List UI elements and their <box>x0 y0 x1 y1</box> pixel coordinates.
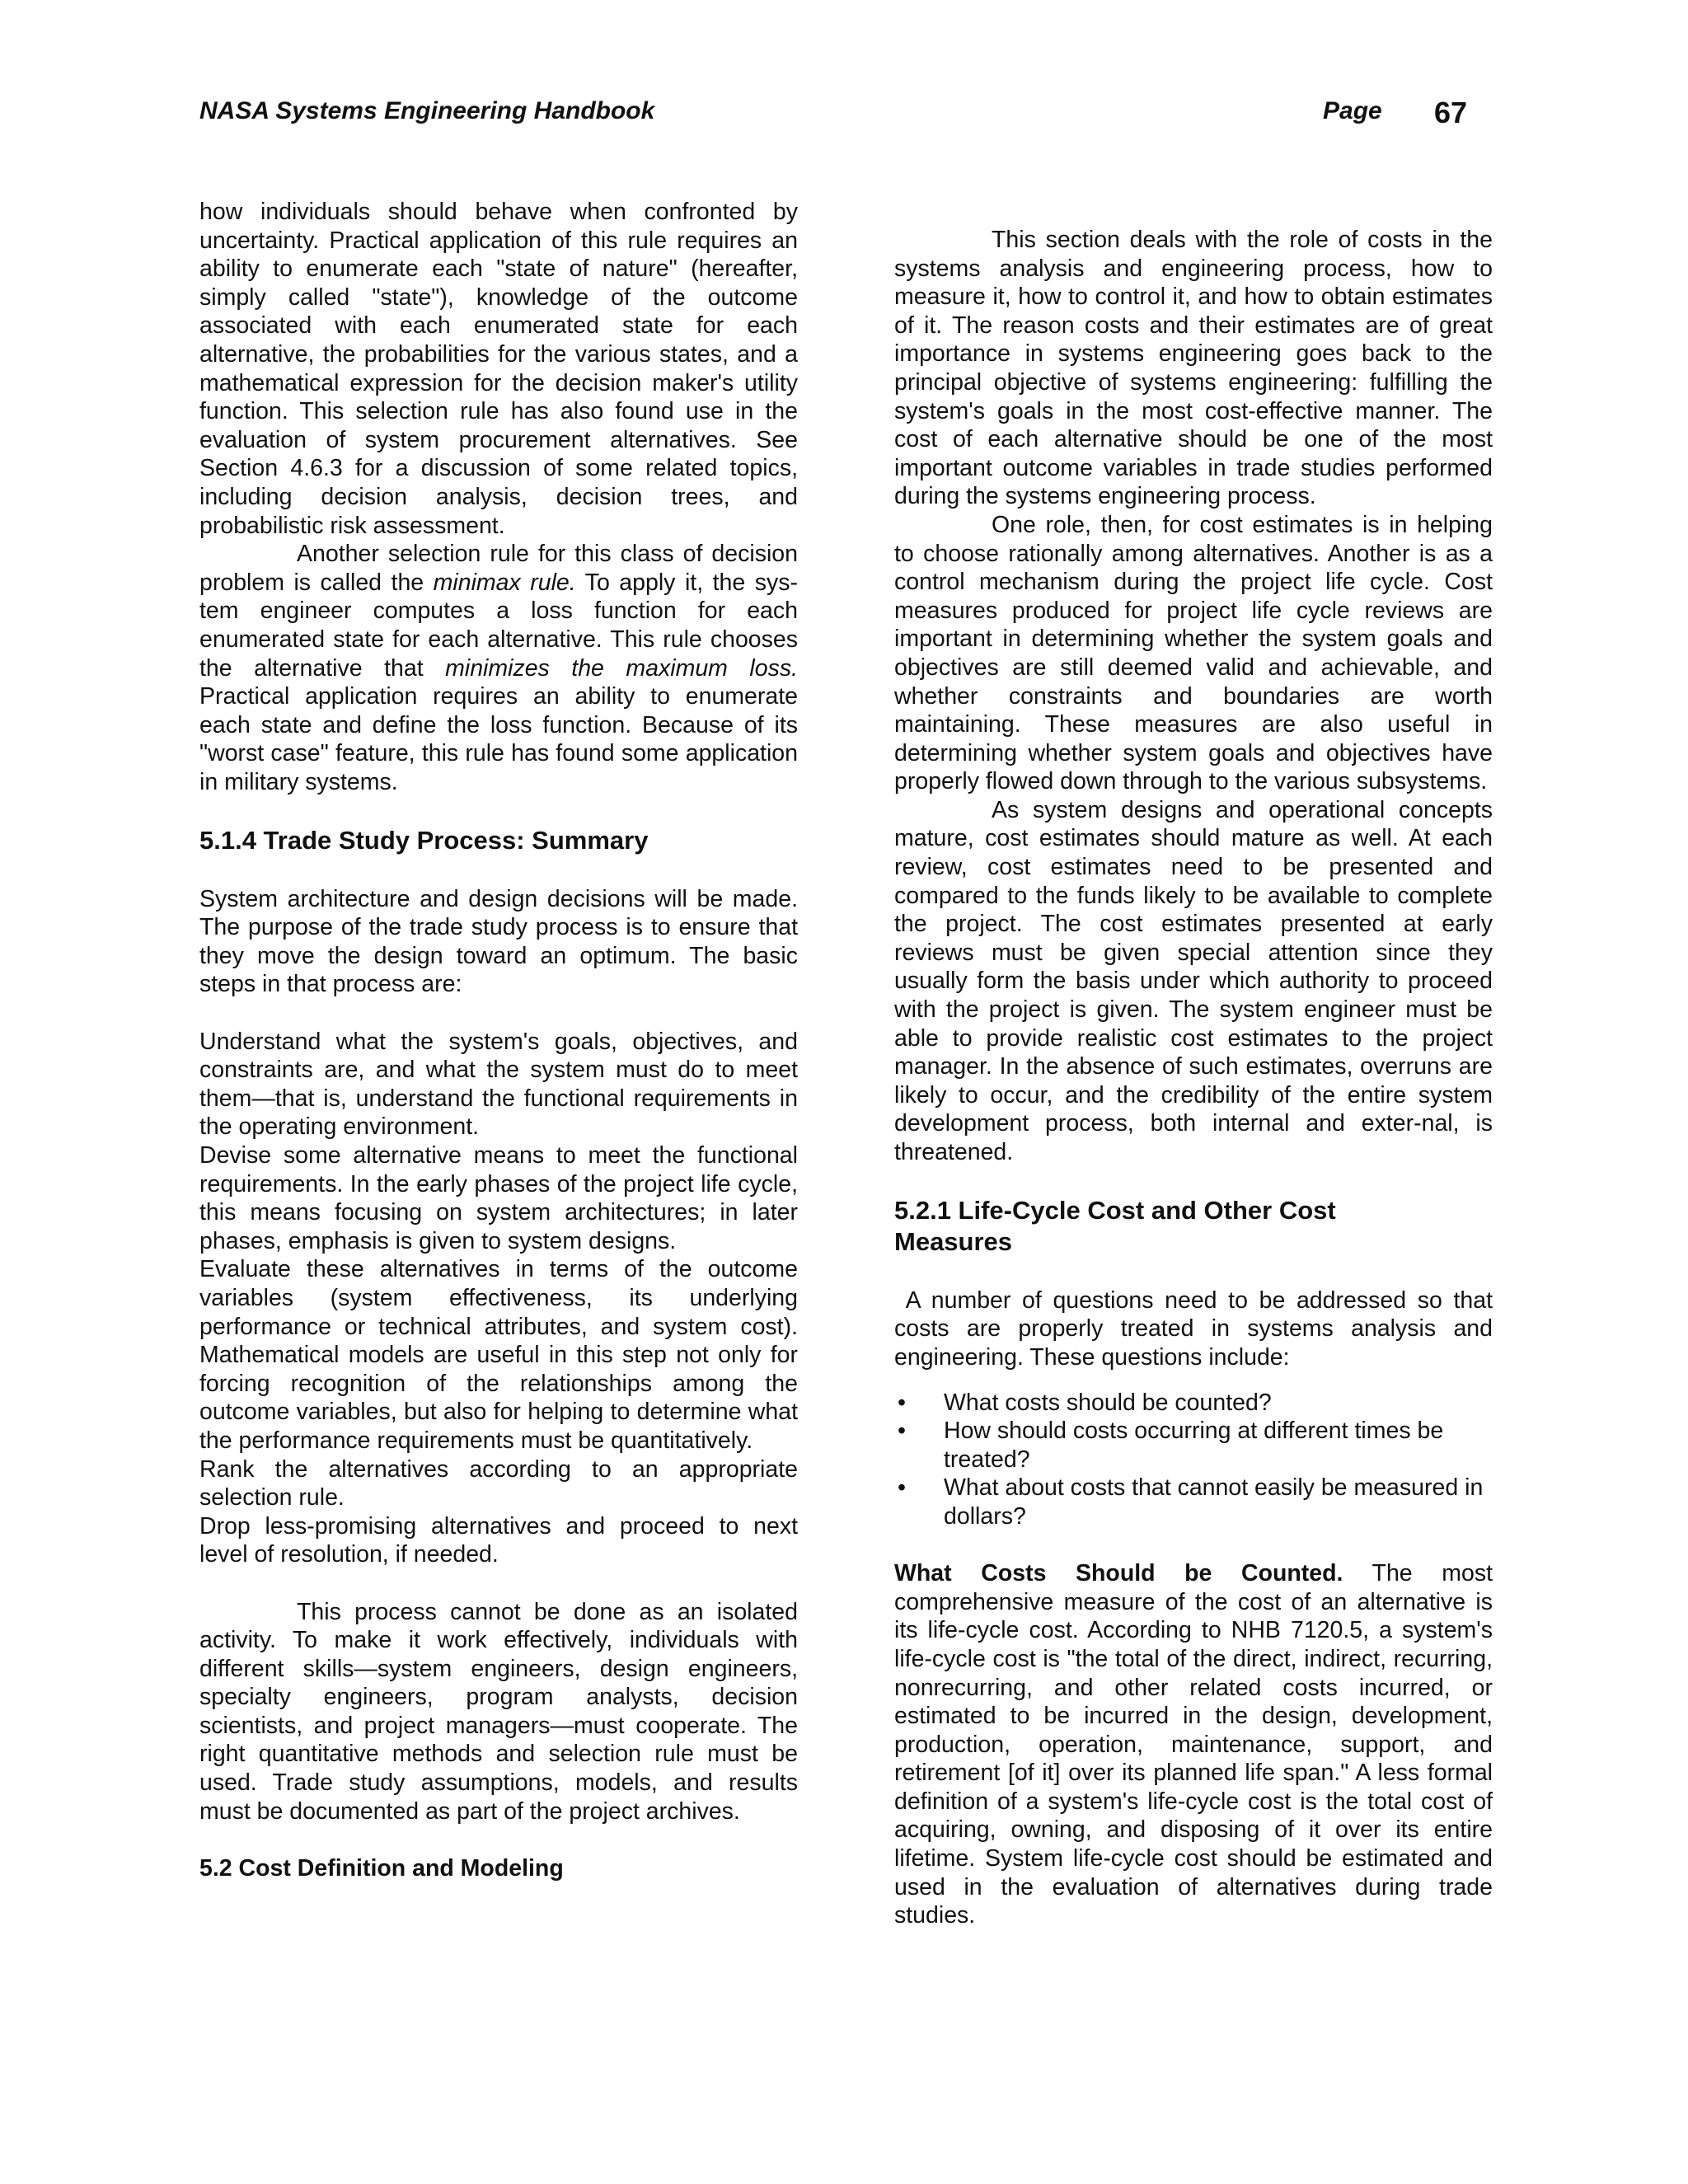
run-in-heading: What Costs Should be Counted. <box>894 1560 1343 1587</box>
section-heading-5-2: 5.2 Cost Definition and Modeling <box>199 1854 564 1882</box>
term-minimizes-maximum-loss: minimizes the maximum loss. <box>445 654 798 682</box>
trade-step-4: Rank the alternatives according to an appropriate selection rule. <box>199 1455 798 1511</box>
term-minimax-rule: minimax rule. <box>433 569 576 596</box>
trade-step-3: Evaluate these alternatives in terms of the outcome variables (system effectiveness, its underlying performance or technical attributes, and system cost). Mathematical models are useful in this step not only for forcing recognition of the relationships among the outcome variables, but also for helping to determine what the performance requirements must be quantitatively. <box>199 1256 798 1454</box>
list-item: • What about costs that cannot easily be measured in dollars? <box>898 1474 1484 1530</box>
section-heading-5-1-4: 5.1.4 Trade Study Process: Summary <box>199 826 649 855</box>
paragraph-cost-questions: A number of questions need to be addressed so that costs are properly treated in systems analysis and engineering. These questions include: <box>894 1286 1493 1371</box>
trade-step-5: Drop less-promising alternatives and proceed to next level of resolution, if needed. <box>199 1512 798 1568</box>
running-header-title: NASA Systems Engineering Handbook <box>199 97 655 124</box>
bullet-icon: • <box>898 1389 906 1416</box>
paragraph-cost-estimates-role: One role, then, for cost estimates is in helping to choose rationally among alternatives. Another is as a control mechanism during the project life cycle. Cost measures produced for project life cycle reviews are important in determining whether the system goals and objectives are still deemed valid and achievable, and whether constraints and boundaries are worth maintaining. These measures are also useful in determining whether system goals and objectives have properly flowed down through to the various subsystems. <box>894 511 1493 795</box>
cost-questions-list <box>894 1389 1493 1531</box>
trade-step-1: Understand what the system's goals, objectives, and constraints are, and what the system must do to meet them—that is, understand the functional requirements in the operating environment. <box>199 1028 798 1141</box>
list-item: • How should costs occurring at different times be treated? <box>898 1418 1444 1473</box>
paragraph-utility-rule: how individuals should behave when confronted by uncertainty. Practical application of this rule requires an ability to enumerate each "state of nature" (hereafter, simply called "state"), knowledge of the outcome associated with each enumerated state for each alternative, the probabilities for the various states, and a mathematical expression for the decision maker's utility function. This selection rule has also found use in the evaluation of system procurement alternatives. See Section 4.6.3 for a discussion of some related topics, including decision analysis, decision trees, and probabilistic risk assessment. <box>199 199 798 539</box>
bullet-icon: • <box>898 1474 906 1502</box>
paragraph-minimax-rule: Another selection rule for this class of decision problem is called the minimax rule. To apply it, the sys-tem engineer computes a loss function for each enumerated state for each alternative. This rule chooses the alternative that minimizes the maximum loss. Practical application requires an ability to enumerate each state and define the loss function. Because of its "worst case" feature, this rule has found some application in military systems. <box>199 541 798 795</box>
paragraph-trade-study-intro: System architecture and design decisions will be made. The purpose of the trade study process is to ensure that they move the design toward an optimum. The basic steps in that process are: <box>199 885 798 998</box>
page-label: Page <box>1323 97 1382 124</box>
bullet-icon: • <box>898 1418 906 1445</box>
paragraph-role-of-costs: This section deals with the role of costs in the systems analysis and engineering process, how to measure it, how to control it, and how to obtain estimates of it. The reason costs and their estimates are of great importance in systems engineering goes back to the principal objective of systems engineering: fulfilling the system's goals in the most cost-effective manner. The cost of each alternative should be one of the most important outcome variables in trade studies performed during the systems engineering process. <box>894 227 1493 510</box>
section-heading-5-2-1: 5.2.1 Life-Cycle Cost and Other Cost Measures <box>894 1196 1336 1257</box>
paragraph-what-costs-counted: What Costs Should be Counted. The most comprehensive measure of the cost of an alternative is its life-cycle cost. According to NHB 7120.5, a system's life-cycle cost is "the total of the direct, indirect, recurring, nonrecurring, and other related costs incurred, or estimated to be incurred in the design, development, production, operation, maintenance, support, and retirement [of it] over its planned life span." A less formal definition of a system's life-cycle cost is the total cost of acquiring, owning, and disposing of it over its entire lifetime. System life-cycle cost should be estimated and used in the evaluation of alternatives during trade studies. <box>894 1560 1493 1929</box>
left-column <box>199 198 798 1882</box>
list-item: • What costs should be counted? <box>898 1389 1272 1416</box>
page-number: 67 <box>1434 96 1468 129</box>
paragraph-cost-estimates-mature: As system designs and operational concepts mature, cost estimates should mature as well. At each review, cost estimates need to be presented and compared to the funds likely to be available to complete the project. The cost estimates presented at early reviews must be given special attention since they usually form the basis under which authority to proceed with the project is given. The system engineer must be able to provide realistic cost estimates to the project manager. In the absence of such estimates, overruns are likely to occur, and the credibility of the entire system development process, both internal and exter-nal, is threatened. <box>894 796 1493 1165</box>
trade-step-2: Devise some alternative means to meet the functional requirements. In the early phases of the project life cycle, this means focusing on system architectures; in later phases, emphasis is given to system designs. <box>199 1142 798 1254</box>
paragraph-isolated-activity: This process cannot be done as an isolated activity. To make it work effectively, individuals with different skills—system engineers, design engineers, specialty engineers, program analysts, decision scientists, and project managers—must cooperate. The right quantitative methods and selection rule must be used. Trade study assumptions, models, and results must be documented as part of the project archives. <box>199 1598 798 1825</box>
right-column <box>894 226 1493 1930</box>
